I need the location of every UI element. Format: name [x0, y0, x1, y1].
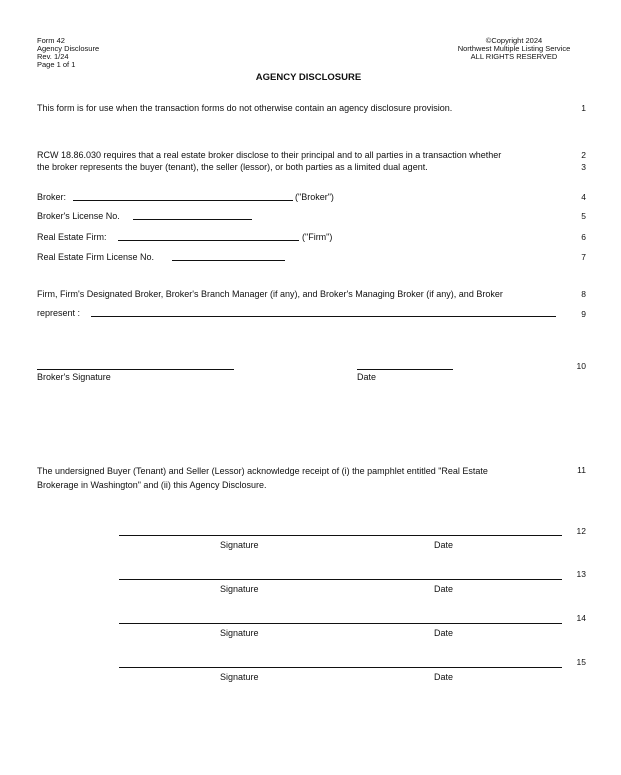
date-label: Date	[434, 672, 454, 682]
rcw-text-line-2: the broker represents the buyer (tenant), the seller (lessor), or both parties as a limited dual agent.	[37, 162, 428, 172]
broker-signature-line[interactable]	[37, 369, 234, 370]
represent-label: represent :	[37, 308, 81, 318]
represent-field[interactable]	[91, 316, 556, 317]
form-number: Form 42	[37, 36, 65, 45]
line-number: 7	[581, 252, 586, 262]
line-number: 10	[576, 361, 586, 371]
broker-suffix: ("Broker")	[295, 192, 334, 202]
broker-date-label: Date	[357, 372, 377, 382]
party-signature-line-1[interactable]	[119, 535, 562, 536]
page-title: AGENCY DISCLOSURE	[255, 72, 362, 83]
represent-text: Firm, Firm's Designated Broker, Broker's Branch Manager (if any), and Broker's Managing Broker (if any), and Broker	[37, 289, 503, 299]
line-number: 1	[581, 103, 586, 113]
line-number: 11	[577, 465, 586, 475]
party-signature-line-4[interactable]	[119, 667, 562, 668]
line-number: 13	[576, 569, 586, 579]
firm-suffix: ("Firm")	[302, 232, 333, 242]
acknowledge-text-line-1: The undersigned Buyer (Tenant) and Seller (Lessor) acknowledge receipt of (i) the pamphlet entitled "Real Estate	[37, 466, 488, 476]
broker-license-field[interactable]	[133, 219, 252, 220]
rcw-text-line-1: RCW 18.86.030 requires that a real estate broker disclose to their principal and to all parties in a transaction whether	[37, 150, 502, 160]
signature-label: Signature	[220, 584, 259, 594]
intro-text: This form is for use when the transaction forms do not otherwise contain an agency disclosure provision.	[37, 103, 453, 113]
line-number: 2	[581, 150, 586, 160]
line-number: 14	[576, 613, 586, 623]
broker-field[interactable]	[73, 200, 293, 201]
party-signature-line-3[interactable]	[119, 623, 562, 624]
line-number: 8	[581, 289, 586, 299]
form-info	[37, 37, 99, 69]
date-label: Date	[434, 540, 454, 550]
page-number: Page 1 of 1	[37, 60, 76, 69]
copyright: ©Copyright 2024	[485, 36, 543, 45]
date-label: Date	[434, 628, 454, 638]
line-number: 9	[581, 309, 586, 319]
line-number: 5	[581, 211, 586, 221]
license-label: Broker's License No.	[37, 211, 120, 221]
form-name: Agency Disclosure	[37, 44, 100, 53]
firm-license-label: Real Estate Firm License No.	[37, 252, 155, 262]
line-number: 3	[581, 162, 586, 172]
firm-label: Real Estate Firm:	[37, 232, 107, 242]
copyright-block	[444, 37, 584, 61]
signature-label: Signature	[220, 672, 259, 682]
signature-label: Signature	[220, 540, 259, 550]
firm-field[interactable]	[118, 240, 299, 241]
broker-label: Broker:	[37, 192, 67, 202]
line-number: 15	[576, 657, 586, 667]
rights: ALL RIGHTS RESERVED	[470, 52, 558, 61]
line-number: 4	[581, 192, 586, 202]
line-number: 12	[576, 526, 586, 536]
date-label: Date	[434, 584, 454, 594]
firm-license-field[interactable]	[172, 260, 285, 261]
signature-label: Signature	[220, 628, 259, 638]
broker-date-line[interactable]	[357, 369, 453, 370]
publisher: Northwest Multiple Listing Service	[457, 44, 571, 53]
form-revision: Rev. 1/24	[37, 52, 69, 61]
broker-signature-label: Broker's Signature	[37, 372, 111, 382]
acknowledge-text-line-2: Brokerage in Washington" and (ii) this Agency Disclosure.	[37, 480, 267, 490]
line-number: 6	[581, 232, 586, 242]
party-signature-line-2[interactable]	[119, 579, 562, 580]
